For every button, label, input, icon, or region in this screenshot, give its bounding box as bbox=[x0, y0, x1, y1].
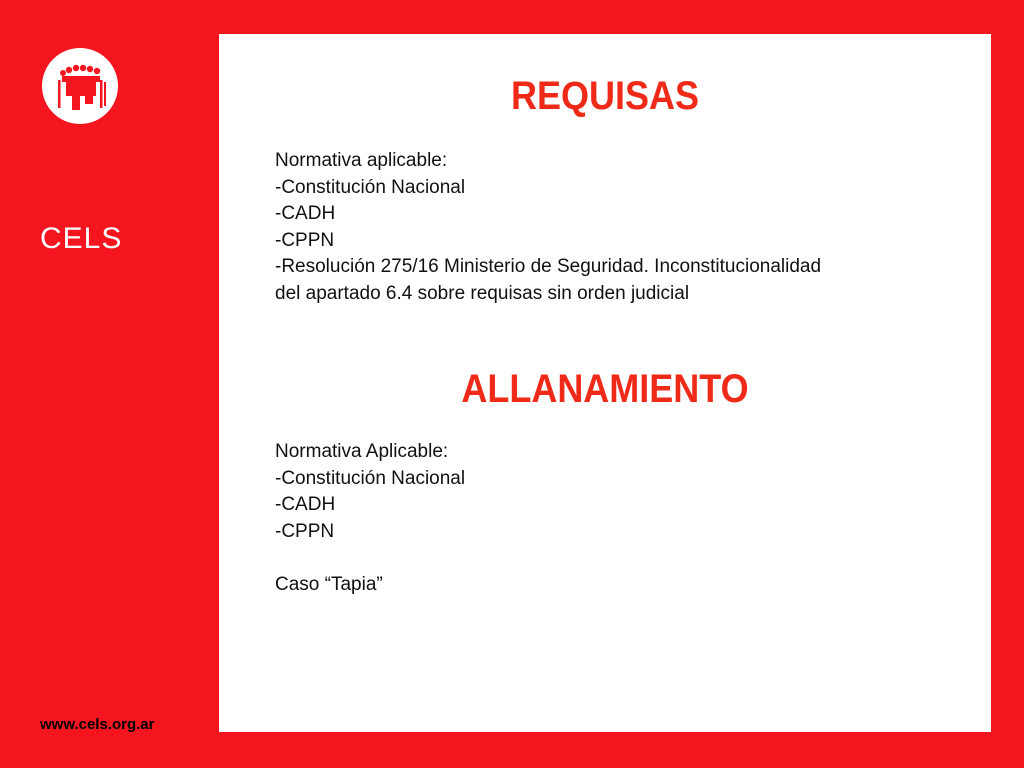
section-title-requisas: REQUISAS bbox=[510, 74, 700, 118]
brand-name: CELS bbox=[40, 222, 123, 255]
cels-logo-icon bbox=[42, 48, 118, 124]
list-item: del apartado 6.4 sobre requisas sin orden judicial bbox=[275, 282, 690, 304]
list-item: -Constitución Nacional bbox=[275, 467, 466, 489]
list-item: Normativa Aplicable: bbox=[275, 441, 449, 462]
list-item: -CPPN bbox=[275, 520, 335, 542]
allanamiento-list bbox=[275, 439, 955, 598]
list-item: -CPPN bbox=[275, 229, 335, 251]
list-item: Normativa aplicable: bbox=[275, 150, 448, 171]
content-panel bbox=[219, 34, 991, 732]
list-item: -Resolución 275/16 Ministerio de Seguridad. Inconstitucionalidad bbox=[275, 256, 822, 277]
case-reference: Caso “Tapia” bbox=[275, 573, 383, 595]
spacer bbox=[275, 545, 955, 572]
section-title-allanamiento: ALLANAMIENTO bbox=[461, 367, 749, 411]
list-item: -CADH bbox=[275, 203, 336, 224]
sidebar bbox=[0, 0, 218, 768]
list-item: -CADH bbox=[275, 494, 336, 515]
requisas-list bbox=[275, 148, 955, 307]
website-url[interactable]: www.cels.org.ar bbox=[40, 716, 155, 733]
list-item: -Constitución Nacional bbox=[275, 176, 466, 198]
